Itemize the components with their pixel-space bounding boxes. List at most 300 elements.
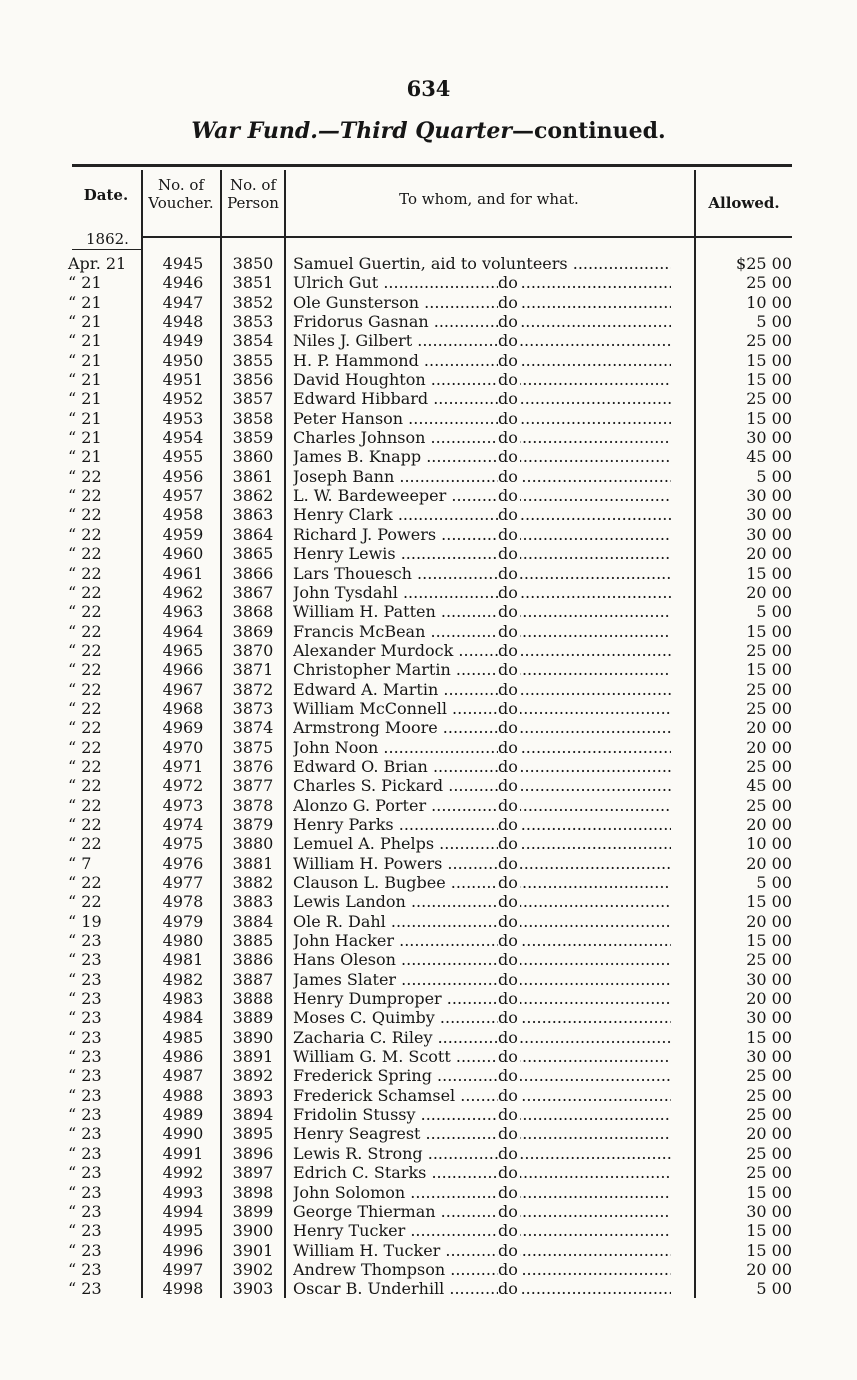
row-person-number: 3890	[232, 1027, 274, 1047]
row-purpose: do	[498, 1221, 518, 1241]
row-person-number: 3873	[232, 698, 274, 718]
row-voucher-number: 4998	[162, 1279, 204, 1299]
row-date: “ 21	[68, 331, 102, 351]
heading-title: War Fund.—Third Quarter	[191, 118, 513, 144]
row-person-number: 3872	[232, 679, 274, 699]
header-bottom-rule	[142, 236, 694, 238]
row-person-number: 3883	[232, 892, 274, 912]
row-person-number: 3889	[232, 1008, 274, 1028]
header-bottom-rule-allowed	[696, 236, 792, 238]
row-payee: John Noon .....	[293, 738, 671, 757]
row-voucher-number: 4973	[162, 795, 204, 815]
row-purpose: do	[498, 989, 518, 1009]
row-date: “ 22	[68, 582, 102, 602]
table-row	[0, 602, 857, 621]
table-row	[0, 815, 857, 834]
row-voucher-number: 4946	[162, 273, 204, 293]
row-amount-allowed: 15 00	[746, 370, 792, 390]
table-row	[0, 738, 857, 757]
row-payee: Lewis Landon .....	[293, 892, 671, 911]
row-payee: Ole R. Dahl .....	[293, 912, 671, 931]
row-person-number: 3852	[232, 292, 274, 312]
row-date: “ 23	[68, 1201, 102, 1221]
row-person-number: 3850	[232, 254, 274, 273]
row-purpose: do	[498, 428, 518, 448]
row-payee: Lewis R. Strong .....	[293, 1144, 671, 1163]
row-payee: Ulrich Gut .....	[293, 273, 671, 292]
table-row	[0, 1047, 857, 1066]
row-person-number: 3878	[232, 795, 274, 815]
row-date: “ 22	[68, 834, 102, 854]
row-date: “ 22	[68, 873, 102, 892]
row-voucher-number: 4955	[162, 447, 204, 467]
table-row	[0, 312, 857, 331]
row-person-number: 3865	[232, 544, 274, 564]
table-row	[0, 428, 857, 447]
row-payee: Clauson L. Bugbee .....	[293, 873, 671, 892]
table-row	[0, 757, 857, 776]
row-payee: Niles J. Gilbert .....	[293, 331, 671, 350]
row-date: “ 21	[68, 408, 102, 428]
row-purpose: do	[498, 911, 518, 931]
row-payee: Henry Parks .....	[293, 815, 671, 834]
row-payee: James B. Knapp .....	[293, 447, 671, 466]
row-voucher-number: 4990	[162, 1124, 204, 1144]
table-row	[0, 467, 857, 486]
table-row	[0, 486, 857, 505]
row-amount-allowed: 15 00	[746, 892, 792, 912]
row-payee: David Houghton .....	[293, 370, 671, 389]
row-date: “ 23	[68, 969, 102, 989]
row-voucher-number: 4958	[162, 505, 204, 525]
row-purpose: do	[498, 1240, 518, 1260]
table-row	[0, 1163, 857, 1182]
row-voucher-number: 4979	[162, 911, 204, 931]
table-row	[0, 718, 857, 737]
row-purpose: do	[498, 1259, 518, 1279]
table-row	[0, 776, 857, 795]
row-payee: Henry Dumproper .....	[293, 989, 671, 1008]
table-row	[0, 564, 857, 583]
table-row	[0, 370, 857, 389]
row-amount-allowed: 30 00	[746, 524, 792, 544]
row-purpose: do	[498, 1143, 518, 1163]
table-row	[0, 989, 857, 1008]
row-voucher-number: 4966	[162, 660, 204, 680]
row-payee: Ole Gunsterson .....	[293, 293, 671, 312]
row-purpose: do	[498, 1182, 518, 1202]
row-purpose: do	[498, 447, 518, 467]
row-payee: William McConnell .....	[293, 699, 671, 718]
row-person-number: 3863	[232, 505, 274, 525]
row-amount-allowed: 25 00	[746, 1085, 792, 1105]
row-voucher-number: 4951	[162, 370, 204, 390]
row-payee: Francis McBean .....	[293, 622, 671, 641]
row-payee: Edward O. Brian .....	[293, 757, 671, 776]
row-person-number: 3896	[232, 1143, 274, 1163]
header-person: No. of Person	[227, 176, 279, 212]
row-purpose: do	[498, 563, 518, 583]
row-voucher-number: 4968	[162, 698, 204, 718]
row-amount-allowed: 15 00	[746, 1182, 792, 1202]
row-payee: George Thierman .....	[293, 1202, 671, 1221]
table-row	[0, 254, 857, 273]
row-amount-allowed: 30 00	[746, 505, 792, 525]
row-voucher-number: 4974	[162, 814, 204, 834]
table-row	[0, 892, 857, 911]
row-amount-allowed: 30 00	[746, 969, 792, 989]
row-payee: Edward Hibbard .....	[293, 389, 671, 408]
row-amount-allowed: 15 00	[746, 931, 792, 951]
row-person-number: 3884	[232, 911, 274, 931]
row-purpose: do	[498, 834, 518, 854]
header-allowed: Allowed.	[708, 194, 780, 212]
row-person-number: 3897	[232, 1163, 274, 1183]
row-voucher-number: 4945	[162, 254, 204, 273]
table-row	[0, 1202, 857, 1221]
row-date: “ 23	[68, 1124, 102, 1144]
table-row	[0, 641, 857, 660]
table-row	[0, 1144, 857, 1163]
header-voucher: No. of Voucher.	[148, 176, 214, 212]
row-date: “ 7	[68, 853, 92, 873]
table-row	[0, 544, 857, 563]
table-row	[0, 970, 857, 989]
row-payee: Armstrong Moore .....	[293, 718, 671, 737]
row-person-number: 3868	[232, 602, 274, 622]
table-row	[0, 1221, 857, 1240]
row-payee: Christopher Martin .....	[293, 660, 671, 679]
row-purpose: do	[498, 621, 518, 641]
row-voucher-number: 4953	[162, 408, 204, 428]
heading-continued: —continued.	[512, 118, 666, 144]
row-person-number: 3901	[232, 1240, 274, 1260]
table-row	[0, 1260, 857, 1279]
row-payee: Alonzo G. Porter .....	[293, 796, 671, 815]
row-voucher-number: 4963	[162, 602, 204, 622]
table-row	[0, 1008, 857, 1027]
row-purpose: do	[498, 524, 518, 544]
row-amount-allowed: 10 00	[746, 834, 792, 854]
row-payee: William G. M. Scott .....	[293, 1047, 671, 1066]
row-amount-allowed: 20 00	[746, 582, 792, 602]
row-payee: Richard J. Powers .....	[293, 525, 671, 544]
row-purpose: do	[498, 370, 518, 390]
row-payee: Moses C. Quimby .....	[293, 1008, 671, 1027]
row-purpose: do	[498, 737, 518, 757]
row-date: “ 23	[68, 1008, 102, 1028]
row-voucher-number: 4981	[162, 950, 204, 970]
row-purpose: do	[498, 640, 518, 660]
row-purpose: do	[498, 679, 518, 699]
row-amount-allowed: 25 00	[746, 273, 792, 293]
row-payee: Fridolin Stussy .....	[293, 1105, 671, 1124]
table-row	[0, 912, 857, 931]
row-voucher-number: 4959	[162, 524, 204, 544]
row-date: “ 23	[68, 931, 102, 951]
page-heading	[0, 118, 857, 144]
row-payee: Frederick Schamsel .....	[293, 1086, 671, 1105]
row-amount-allowed: 5 00	[756, 1279, 792, 1299]
row-person-number: 3866	[232, 563, 274, 583]
row-amount-allowed: 25 00	[746, 1066, 792, 1086]
table-row	[0, 293, 857, 312]
row-date: “ 22	[68, 776, 102, 796]
table-row	[0, 409, 857, 428]
row-purpose: do	[498, 660, 518, 680]
row-payee: Andrew Thompson .....	[293, 1260, 671, 1279]
row-amount-allowed: 15 00	[746, 1240, 792, 1260]
row-date: “ 23	[68, 1047, 102, 1067]
row-voucher-number: 4993	[162, 1182, 204, 1202]
row-date: “ 23	[68, 1221, 102, 1241]
row-amount-allowed: 30 00	[746, 428, 792, 448]
row-voucher-number: 4976	[162, 853, 204, 873]
row-purpose: do	[498, 486, 518, 506]
row-voucher-number: 4986	[162, 1047, 204, 1067]
table-row	[0, 505, 857, 524]
row-amount-allowed: 25 00	[746, 679, 792, 699]
row-voucher-number: 4984	[162, 1008, 204, 1028]
row-amount-allowed: 5 00	[756, 602, 792, 622]
row-payee: Fridorus Gasnan .....	[293, 312, 671, 331]
row-voucher-number: 4995	[162, 1221, 204, 1241]
row-person-number: 3891	[232, 1047, 274, 1067]
row-date: “ 22	[68, 544, 102, 564]
row-date: “ 22	[68, 795, 102, 815]
row-amount-allowed: 15 00	[746, 660, 792, 680]
row-date: “ 22	[68, 640, 102, 660]
page-number: 634	[406, 76, 451, 101]
row-purpose: do	[498, 602, 518, 622]
row-purpose: do	[498, 389, 518, 409]
row-person-number: 3881	[232, 853, 274, 873]
table-row	[0, 834, 857, 853]
row-payee: James Slater .....	[293, 970, 671, 989]
table-row	[0, 1124, 857, 1143]
row-person-number: 3871	[232, 660, 274, 680]
row-voucher-number: 4961	[162, 563, 204, 583]
row-person-number: 3856	[232, 370, 274, 390]
row-amount-allowed: 25 00	[746, 698, 792, 718]
table-row	[0, 389, 857, 408]
table-row	[0, 854, 857, 873]
table-row	[0, 331, 857, 350]
row-voucher-number: 4987	[162, 1066, 204, 1086]
row-amount-allowed: 15 00	[746, 408, 792, 428]
row-date: “ 22	[68, 486, 102, 506]
row-person-number: 3857	[232, 389, 274, 409]
row-person-number: 3861	[232, 466, 274, 486]
table-row	[0, 1028, 857, 1047]
row-date: “ 23	[68, 1066, 102, 1086]
row-voucher-number: 4991	[162, 1143, 204, 1163]
row-date: “ 23	[68, 950, 102, 970]
row-purpose: do	[498, 969, 518, 989]
table-top-rule	[72, 164, 792, 167]
row-payee: L. W. Bardeweeper .....	[293, 486, 671, 505]
row-date: “ 22	[68, 756, 102, 776]
row-amount-allowed: 25 00	[746, 1143, 792, 1163]
row-purpose: do	[498, 1201, 518, 1221]
row-person-number: 3879	[232, 814, 274, 834]
row-payee: Zacharia C. Riley .....	[293, 1028, 671, 1047]
row-purpose: do	[498, 582, 518, 602]
row-date: “ 22	[68, 737, 102, 757]
table-row	[0, 1066, 857, 1085]
row-person-number: 3886	[232, 950, 274, 970]
row-payee: Henry Tucker .....	[293, 1221, 671, 1240]
table-row	[0, 1241, 857, 1260]
row-person-number: 3885	[232, 931, 274, 951]
row-payee: John Solomon .....	[293, 1183, 671, 1202]
row-voucher-number: 4957	[162, 486, 204, 506]
row-person-number: 3882	[232, 873, 274, 892]
row-amount-allowed: 5 00	[756, 466, 792, 486]
row-person-number: 3875	[232, 737, 274, 757]
row-amount-allowed: 25 00	[746, 795, 792, 815]
row-date: “ 21	[68, 273, 102, 293]
row-person-number: 3862	[232, 486, 274, 506]
row-date: “ 23	[68, 1105, 102, 1125]
row-payee: Henry Lewis .....	[293, 544, 671, 563]
row-voucher-number: 4988	[162, 1085, 204, 1105]
table-row	[0, 1279, 857, 1298]
row-voucher-number: 4971	[162, 756, 204, 776]
row-amount-allowed: 30 00	[746, 1047, 792, 1067]
row-amount-allowed: 20 00	[746, 853, 792, 873]
row-voucher-number: 4948	[162, 312, 204, 332]
row-voucher-number: 4978	[162, 892, 204, 912]
row-payee: Hans Oleson .....	[293, 950, 671, 969]
row-date: “ 22	[68, 892, 102, 912]
row-payee: H. P. Hammond .....	[293, 351, 671, 370]
row-amount-allowed: 10 00	[746, 292, 792, 312]
row-purpose: do	[498, 1105, 518, 1125]
row-amount-allowed: 20 00	[746, 544, 792, 564]
table-row	[0, 447, 857, 466]
row-amount-allowed: 20 00	[746, 718, 792, 738]
row-date: “ 21	[68, 428, 102, 448]
row-date: “ 23	[68, 1240, 102, 1260]
row-date: “ 22	[68, 621, 102, 641]
row-amount-allowed: 5 00	[756, 312, 792, 332]
row-person-number: 3874	[232, 718, 274, 738]
row-amount-allowed: 20 00	[746, 1259, 792, 1279]
row-date: “ 23	[68, 1027, 102, 1047]
row-payee: Samuel Guertin, aid to volunteers .....	[293, 254, 671, 273]
row-purpose: do	[498, 408, 518, 428]
row-amount-allowed: 20 00	[746, 814, 792, 834]
row-payee: Frederick Spring .....	[293, 1066, 671, 1085]
row-person-number: 3864	[232, 524, 274, 544]
row-voucher-number: 4952	[162, 389, 204, 409]
header-date: Date.	[83, 186, 129, 204]
row-amount-allowed: 25 00	[746, 1163, 792, 1183]
row-purpose: do	[498, 292, 518, 312]
row-payee: William H. Patten .....	[293, 602, 671, 621]
row-amount-allowed: $25 00	[736, 254, 792, 273]
row-payee: John Hacker .....	[293, 931, 671, 950]
row-voucher-number: 4967	[162, 679, 204, 699]
row-person-number: 3887	[232, 969, 274, 989]
row-date: “ 19	[68, 911, 102, 931]
row-date: “ 22	[68, 660, 102, 680]
table-row	[0, 351, 857, 370]
row-date: Apr. 21	[68, 254, 127, 273]
row-amount-allowed: 15 00	[746, 1027, 792, 1047]
row-amount-allowed: 15 00	[746, 621, 792, 641]
table-row	[0, 660, 857, 679]
row-purpose: do	[498, 312, 518, 332]
row-voucher-number: 4956	[162, 466, 204, 486]
row-voucher-number: 4962	[162, 582, 204, 602]
table-row	[0, 273, 857, 292]
row-payee: Henry Seagrest .....	[293, 1124, 671, 1143]
row-person-number: 3898	[232, 1182, 274, 1202]
row-voucher-number: 4982	[162, 969, 204, 989]
row-purpose: do	[498, 1047, 518, 1067]
row-purpose: do	[498, 273, 518, 293]
row-purpose: do	[498, 1027, 518, 1047]
row-amount-allowed: 30 00	[746, 486, 792, 506]
row-amount-allowed: 25 00	[746, 389, 792, 409]
row-person-number: 3860	[232, 447, 274, 467]
row-payee: Peter Hanson .....	[293, 409, 671, 428]
row-voucher-number: 4977	[162, 873, 204, 892]
row-date: “ 22	[68, 466, 102, 486]
table-row	[0, 796, 857, 815]
row-amount-allowed: 25 00	[746, 950, 792, 970]
row-amount-allowed: 15 00	[746, 1221, 792, 1241]
row-payee: William H. Tucker .....	[293, 1241, 671, 1260]
row-voucher-number: 4983	[162, 989, 204, 1009]
row-voucher-number: 4969	[162, 718, 204, 738]
row-person-number: 3877	[232, 776, 274, 796]
row-voucher-number: 4950	[162, 350, 204, 370]
row-person-number: 3853	[232, 312, 274, 332]
row-purpose: do	[498, 892, 518, 912]
row-date: “ 22	[68, 563, 102, 583]
table-row	[0, 525, 857, 544]
row-payee: Henry Clark .....	[293, 505, 671, 524]
row-amount-allowed: 20 00	[746, 737, 792, 757]
row-person-number: 3858	[232, 408, 274, 428]
row-date: “ 23	[68, 1163, 102, 1183]
row-date: “ 22	[68, 505, 102, 525]
row-purpose: do	[498, 350, 518, 370]
row-purpose: do	[498, 853, 518, 873]
row-voucher-number: 4965	[162, 640, 204, 660]
row-voucher-number: 4964	[162, 621, 204, 641]
table-body	[0, 254, 857, 1299]
row-purpose: do	[498, 814, 518, 834]
row-amount-allowed: 5 00	[756, 873, 792, 892]
row-amount-allowed: 15 00	[746, 563, 792, 583]
row-person-number: 3855	[232, 350, 274, 370]
row-person-number: 3880	[232, 834, 274, 854]
row-person-number: 3888	[232, 989, 274, 1009]
row-amount-allowed: 20 00	[746, 989, 792, 1009]
row-person-number: 3892	[232, 1066, 274, 1086]
row-date: “ 22	[68, 698, 102, 718]
row-date: “ 21	[68, 370, 102, 390]
row-payee: Oscar B. Underhill .....	[293, 1279, 671, 1298]
row-date: “ 21	[68, 312, 102, 332]
row-purpose: do	[498, 1066, 518, 1086]
row-purpose: do	[498, 1085, 518, 1105]
table-row	[0, 950, 857, 969]
